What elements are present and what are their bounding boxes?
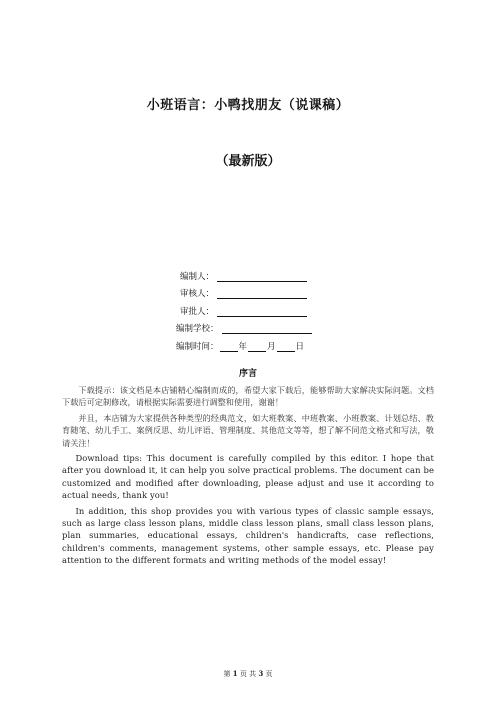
approver-label: 审批人： (180, 306, 215, 317)
editor-row (180, 264, 312, 282)
school-label: 编制学校： (176, 324, 219, 334)
day-blank (277, 342, 295, 352)
month-label: 月 (267, 341, 276, 352)
page-footer (0, 669, 496, 679)
footer-total-pages: 3 (258, 669, 264, 678)
footer-prefix: 第 (223, 670, 231, 678)
document-subtitle: （最新版） (215, 154, 281, 169)
preface-paragraph-4: In addition, this shop provides you with various types of classic sample essays, such as large class lesson plans, middle class lesson plans, small class lesson plans, plan summaries, educational essays, children's handicrafts, case reflections, children's comments, management systems, other sample essays, etc. Please pay attention to the different formats and writing methods of the model essay! (62, 505, 434, 566)
preface-paragraph-3: Download tips: This document is carefully compiled by this editor. I hope that after you download it, it can help you solve practical problems. The document can be customized and modified after downloading, please adjust and use it according to actual needs, thank you! (62, 453, 434, 501)
editor-blank (217, 272, 307, 282)
footer-page-number: 1 (232, 669, 238, 678)
preface-paragraph-2: 并且，本店铺为大家提供各种类型的经典范文，如大班教案、中班教案、小班教案、计划总结、教育随笔、幼儿手工、案例反思、幼儿评语、管理制度、其他范文等等，想了解不同范文格式和写法，敬请关注！ (62, 412, 434, 448)
preface-paragraph-1: 下载提示：该文档是本店铺精心编制而成的，希望大家下载后，能够帮助大家解决实际问题。文档下载后可定制修改，请根据实际需要进行调整和使用，谢谢！ (62, 385, 434, 408)
preface-title: 序言 (238, 369, 257, 379)
year-label: 年 (238, 341, 248, 352)
preface-body (62, 384, 434, 570)
document-title: 小班语言：小鸭找朋友（说课稿） (146, 98, 350, 113)
month-blank (248, 342, 266, 352)
approver-row (180, 299, 312, 317)
approver-blank (217, 307, 307, 317)
day-label: 日 (295, 341, 305, 352)
reviewer-label: 审核人： (180, 289, 215, 299)
time-label: 编制时间： (176, 341, 219, 352)
year-blank (220, 342, 238, 352)
footer-middle: 页 共 (239, 670, 257, 678)
footer-suffix: 页 (265, 670, 273, 678)
metadata-block (176, 264, 312, 352)
reviewer-blank (217, 289, 307, 299)
reviewer-row (180, 282, 312, 300)
editor-label: 编制人： (180, 271, 215, 282)
school-row (176, 317, 312, 335)
time-row (176, 334, 312, 352)
school-blank (222, 324, 312, 334)
